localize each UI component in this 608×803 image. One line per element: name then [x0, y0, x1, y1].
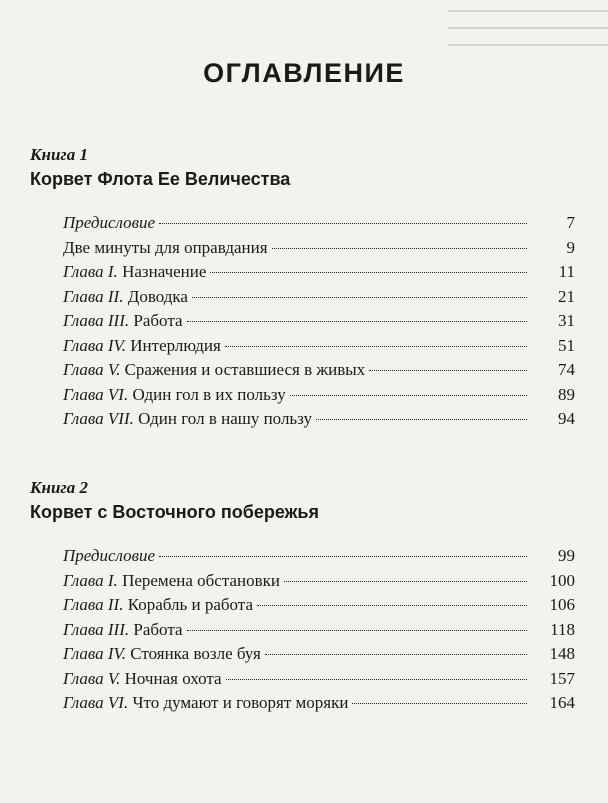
toc-entry-label [63, 569, 280, 594]
toc-page-number: 11 [558, 262, 575, 281]
toc-page-number: 74 [558, 360, 575, 379]
toc-entry-prefix: Глава II. [63, 286, 124, 306]
toc-page-number: 51 [558, 335, 575, 355]
toc-page-number: 7 [566, 213, 575, 232]
toc-entry-prefix: Глава V. [63, 668, 121, 688]
dot-leader [210, 272, 527, 273]
toc-entry-label [63, 383, 286, 408]
toc-entry-label [63, 285, 188, 310]
toc-entry-prefix: Глава IV. [63, 335, 127, 355]
toc-entry-prefix: Предисловие [63, 213, 156, 232]
toc-entry [63, 642, 575, 667]
toc-entry-label [63, 211, 155, 236]
bleed-through-text [448, 4, 608, 46]
dot-leader [225, 346, 527, 347]
toc-entry-text: Стоянка возле буя [130, 644, 261, 663]
toc-entry-prefix: Глава III. [63, 311, 130, 330]
toc-entry-text: Что думают и говорят моряки [132, 693, 349, 712]
toc-list [30, 211, 575, 432]
toc-entry-label [63, 309, 183, 334]
toc-entry-text: Перемена обстановки [122, 570, 280, 590]
toc-entry-text: Две минуты для оправдания [63, 237, 268, 257]
toc-entry-prefix: Глава VI. [63, 384, 129, 404]
dot-leader [192, 297, 527, 298]
toc-entry [63, 667, 575, 692]
toc-page-number: 94 [558, 409, 575, 428]
toc-entry-label [63, 667, 222, 692]
toc-entry-prefix: Глава II. [63, 595, 124, 614]
toc-entry [63, 260, 575, 285]
toc-page-number: 31 [558, 311, 575, 330]
dot-leader [272, 248, 527, 249]
toc-entry-label [63, 334, 221, 359]
book-label: Книга 2 [30, 478, 88, 497]
dot-leader [316, 419, 527, 420]
dot-leader [257, 605, 527, 606]
toc-page-number: 164 [549, 693, 575, 712]
dot-leader [187, 321, 528, 322]
toc-entry-prefix: Глава I. [63, 262, 118, 281]
toc-entry-label [63, 593, 253, 618]
toc-entry-text: Один гол в нашу пользу [138, 409, 313, 428]
toc-page-number: 148 [549, 644, 575, 663]
toc-entry-label [63, 407, 312, 432]
dot-leader [159, 223, 527, 224]
toc-entry-label [63, 691, 348, 716]
toc-page-number: 157 [549, 668, 575, 688]
toc-entry-label [63, 642, 261, 667]
toc-page-number: 21 [558, 286, 575, 306]
dot-leader [226, 679, 527, 680]
toc-entry-prefix: Глава I. [63, 570, 118, 590]
toc-entry-text: Один гол в их пользу [132, 384, 286, 404]
toc-entry-text: Работа [133, 311, 183, 330]
toc-entry [63, 236, 575, 261]
toc-page-number: 89 [558, 384, 575, 404]
toc-entry-text: Доводка [127, 286, 188, 306]
book-title: Корвет Флота Ее Величества [30, 169, 291, 189]
dot-leader [352, 703, 527, 704]
toc-list [30, 544, 575, 716]
dot-leader [369, 370, 527, 371]
toc-entry [63, 383, 575, 408]
toc-entry-prefix: Глава IV. [63, 644, 127, 663]
toc-page-number: 106 [549, 595, 575, 614]
toc-entry-text: Корабль и работа [127, 595, 253, 614]
dot-leader [187, 630, 528, 631]
toc-entry [63, 544, 575, 569]
toc-entry-prefix: Глава III. [63, 619, 130, 639]
page-title: ОГЛАВЛЕНИЕ [203, 58, 405, 88]
toc-entry-text: Интерлюдия [130, 335, 221, 355]
toc-entry-label [63, 358, 365, 383]
toc-entry-prefix: Глава VII. [63, 409, 134, 428]
toc-entry-prefix: Предисловие [63, 546, 156, 565]
toc-entry-prefix: Глава V. [63, 360, 121, 379]
toc-entry-label [63, 544, 155, 569]
toc-entry-label [63, 236, 268, 261]
toc-page-number: 100 [549, 570, 575, 590]
toc-entry [63, 285, 575, 310]
toc-entry [63, 618, 575, 643]
toc-entry-text: Назначение [122, 262, 207, 281]
toc-entry-label [63, 618, 183, 643]
toc-page-number: 99 [558, 546, 575, 565]
toc-entry [63, 334, 575, 359]
dot-leader [159, 556, 527, 557]
book-title: Корвет с Восточного побережья [30, 502, 319, 522]
toc-entry [63, 309, 575, 334]
dot-leader [265, 654, 527, 655]
book-section-1 [30, 145, 575, 432]
toc-entry-prefix: Глава VI. [63, 693, 129, 712]
toc-entry [63, 407, 575, 432]
toc-entry-text: Сражения и оставшиеся в живых [124, 360, 366, 379]
toc-entry-label [63, 260, 206, 285]
book-label: Книга 1 [30, 145, 88, 164]
book-section-2 [30, 478, 575, 716]
toc-entry [63, 593, 575, 618]
toc-entry [63, 211, 575, 236]
toc-entry-text: Работа [133, 619, 183, 639]
toc-entry [63, 569, 575, 594]
toc-entry [63, 358, 575, 383]
dot-leader [290, 395, 527, 396]
toc-page-number: 9 [566, 237, 575, 257]
dot-leader [284, 581, 527, 582]
toc-entry [63, 691, 575, 716]
toc-page-number: 118 [550, 619, 575, 639]
toc-entry-text: Ночная охота [124, 668, 222, 688]
